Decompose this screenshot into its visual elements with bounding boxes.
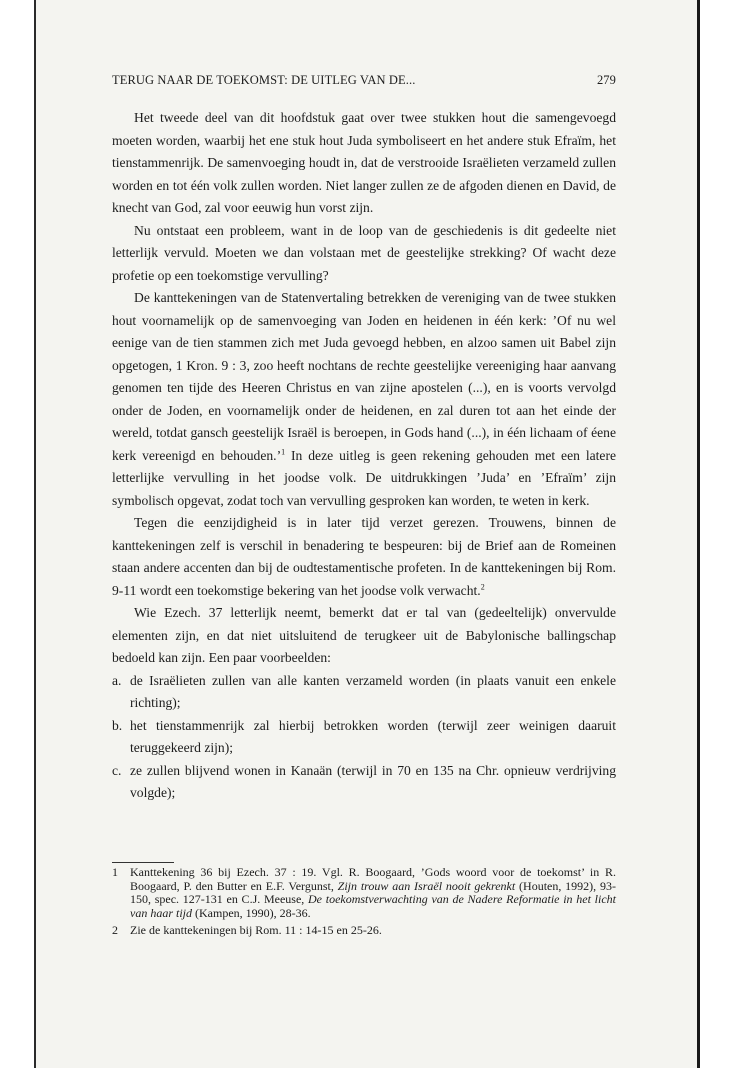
running-header bbox=[112, 73, 616, 88]
paragraph-2: Nu ontstaat een probleem, want in de loop van de geschiedenis is dit gedeelte niet letterlijk vervuld. Moeten we dan volstaan met de geestelijke strekking? Of wacht deze profetie op een toekomstige vervulling? bbox=[112, 222, 616, 283]
footnote-1-text-a: Kanttekening 36 bij Ezech. 37 : 19. Vgl. R. Boogaard, ’Gods woord voor de toekomst’ in R. Boogaard, P. den Butter en E.F. Vergunst, bbox=[130, 865, 616, 893]
footnote-2-text: Zie de kanttekeningen bij Rom. 11 : 14-15 en 25-26. bbox=[130, 923, 382, 938]
list-item bbox=[112, 760, 616, 805]
paragraph-3-rest: In deze uitleg is geen rekening gehouden met een latere letterlijke vervulling in het joodse volk. De uitdrukkingen ’Juda’ en ’Efraïm’ zijn symbolisch opgevat, zodat toch van vervulling gesproken kan worden, te weten in kerk. bbox=[112, 447, 617, 508]
list-item-label: c. bbox=[112, 762, 122, 778]
footnote-2 bbox=[112, 924, 616, 938]
paragraph-4-text: Tegen die eenzijdigheid is in later tijd verzet gerezen. Trouwens, binnen de kanttekeningen zelf is verschil in benadering te bespeuren: bij de Brief aan de Romeinen staan andere accenten dan bij de oudtestamentische profeten. In de kanttekeningen bij Rom. 9-11 wordt een toekomstige bekering van het joodse volk verwacht. bbox=[112, 515, 616, 598]
footnote-ref-1: 1 bbox=[281, 446, 286, 456]
footnote-1-title-2: De toekomstverwachting van de Nadere Reformatie in het licht van haar tijd bbox=[130, 892, 616, 920]
list-item-label: a. bbox=[112, 672, 122, 688]
list-item-label: b. bbox=[112, 717, 123, 733]
footnote-1-title-1: Zijn trouw aan Israël nooit gekrenkt bbox=[337, 878, 516, 893]
footnote-divider bbox=[112, 862, 174, 863]
footnote-1-label: 1 bbox=[112, 865, 118, 879]
page-number: 279 bbox=[596, 73, 616, 87]
paragraph-4 bbox=[112, 512, 616, 602]
paragraph-3 bbox=[112, 287, 616, 512]
footnote-1-text-b: (Houten, 1992), 93-150, spec. 127-131 en C.J. Meeuse, bbox=[130, 878, 616, 907]
footnotes bbox=[112, 866, 616, 942]
paragraph-5: Wie Ezech. 37 letterlijk neemt, bemerkt dat er tal van (gedeeltelijk) onvervulde elementen zijn, en dat niet uitsluitend de terugkeer uit de Babylonische ballingschap bedoeld kan zijn. Een paar voorbeelden: bbox=[112, 605, 616, 665]
list-item-text: het tienstammenrijk zal hierbij betrokken worden (terwijl zeer weinigen daaruit teruggekeerd zijn); bbox=[130, 717, 616, 755]
paragraph-1: Het tweede deel van dit hoofdstuk gaat over twee stukken hout die samengevoegd moeten worden, waarbij het ene stuk hout Juda symboliseert en het andere stuk Efraïm, het tienstammenrijk. De samenvoeging houdt in, dat de verstrooide Israëlieten verzameld zullen worden en tot één volk zullen worden. Niet langer zullen ze de afgoden dienen en David, de knecht van God, zal voor eeuwig hun vorst zijn. bbox=[112, 110, 616, 215]
list-item-text: ze zullen blijvend wonen in Kanaän (terwijl in 70 en 135 na Chr. opnieuw verdrijving volgde); bbox=[130, 762, 616, 800]
list-item bbox=[112, 670, 616, 715]
footnote-1-text-c: (Kampen, 1990), 28-36. bbox=[192, 905, 311, 920]
scan-edge-left bbox=[34, 0, 36, 1068]
list-item-text: de Israëlieten zullen van alle kanten verzameld worden (in plaats vanuit een enkele richting); bbox=[130, 672, 616, 710]
running-title: TERUG NAAR DE TOEKOMST: DE UITLEG VAN DE... bbox=[112, 73, 416, 87]
footnote-ref-2: 2 bbox=[480, 581, 485, 591]
scan-edge-right bbox=[697, 0, 700, 1068]
example-list bbox=[112, 670, 616, 805]
footnote-2-label: 2 bbox=[112, 923, 118, 938]
paragraph-3-quote: De kanttekeningen van de Statenvertaling betrekken de vereniging van de twee stukken hout voornamelijk op de samenvoeging van Joden en heidenen in één kerk: ’Of nu wel eenige van de tien stammen zich met Juda gevoegd hebben, en alzoo samen uit Babel zijn opgetogen, 1 Kron. 9 : 3, zoo heeft nochtans de rechte geestelijke vereeniging haar aanvang genomen ten tijde des Heeren Christus en van zijne apostelen (...), en is voorts vervolgd onder de Joden, en voornamelijk onder de heidenen, en zal duren tot aan het einde der wereld, totdat gansch geestelijk Israël is beroepen, in Gods hand (...), in één lichaam of éene kerk vereenigd en behouden.’ bbox=[112, 290, 616, 463]
body-text bbox=[112, 107, 616, 805]
footnote-1 bbox=[112, 866, 616, 920]
list-item bbox=[112, 715, 616, 760]
